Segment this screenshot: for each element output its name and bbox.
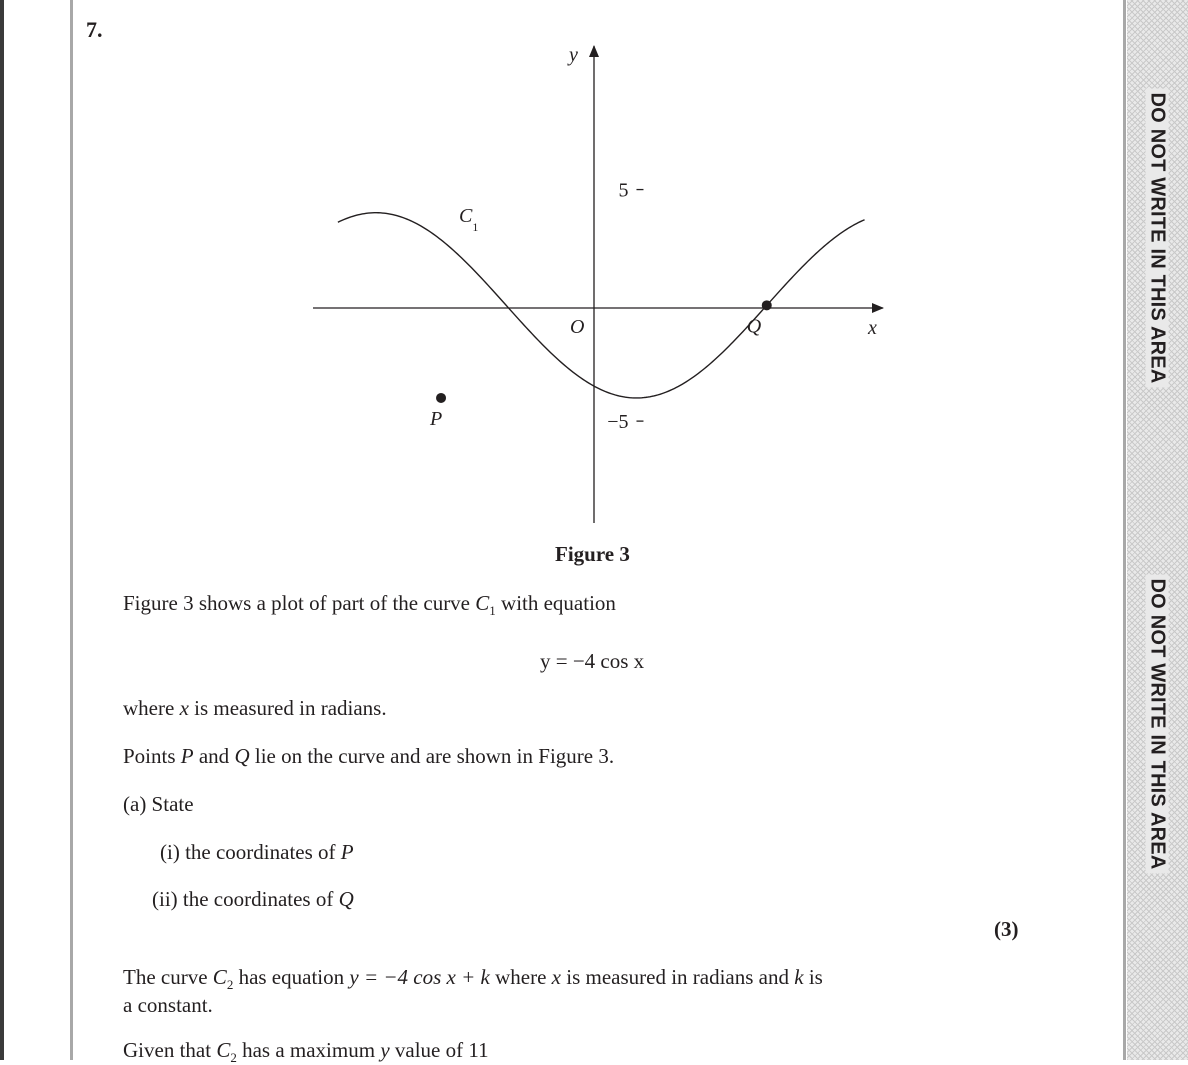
margin-warning-bottom: DO NOT WRITE IN THIS AREA	[1146, 575, 1169, 874]
point-label-q: Q	[746, 315, 762, 338]
y-tick-label-0: 5	[618, 179, 629, 202]
c2-text-line2: a constant.	[123, 993, 213, 1017]
y-axis-label: y	[569, 44, 578, 66]
figure-caption: Figure 3	[555, 542, 630, 566]
part-a-ii: (ii) the coordinates of Q	[152, 887, 354, 911]
point-label-p: P	[430, 407, 443, 430]
equation-c1: y = −4 cos x	[540, 649, 645, 673]
margin-warning-top: DO NOT WRITE IN THIS AREA	[1146, 89, 1169, 388]
points-text: Points P and Q lie on the curve and are shown in Figure 3.	[123, 744, 615, 768]
y-tick-label-1: −5	[607, 411, 629, 434]
part-a-label: (a) State	[123, 792, 194, 816]
part-a-i: (i) the coordinates of P	[160, 840, 354, 864]
intro-text: Figure 3 shows a plot of part of the curve $C_1$ with equation	[123, 591, 616, 618]
radians-note: where x is measured in radians.	[123, 696, 387, 720]
origin-label: O	[570, 316, 585, 338]
question-number: 7.	[86, 17, 103, 42]
curve-c1	[338, 213, 865, 398]
curve-label: $C_1$	[459, 205, 479, 234]
point-q	[762, 300, 772, 310]
marks-label: (3)	[994, 917, 1019, 941]
point-p	[436, 393, 446, 403]
x-axis-label: x	[868, 317, 877, 339]
given-text: Given that $C_2$ has a maximum y value of 11	[123, 1038, 489, 1065]
c2-text-line1: The curve $C_2$ has equation y = −4 cos x + k where x is measured in radians and k is	[123, 965, 823, 992]
